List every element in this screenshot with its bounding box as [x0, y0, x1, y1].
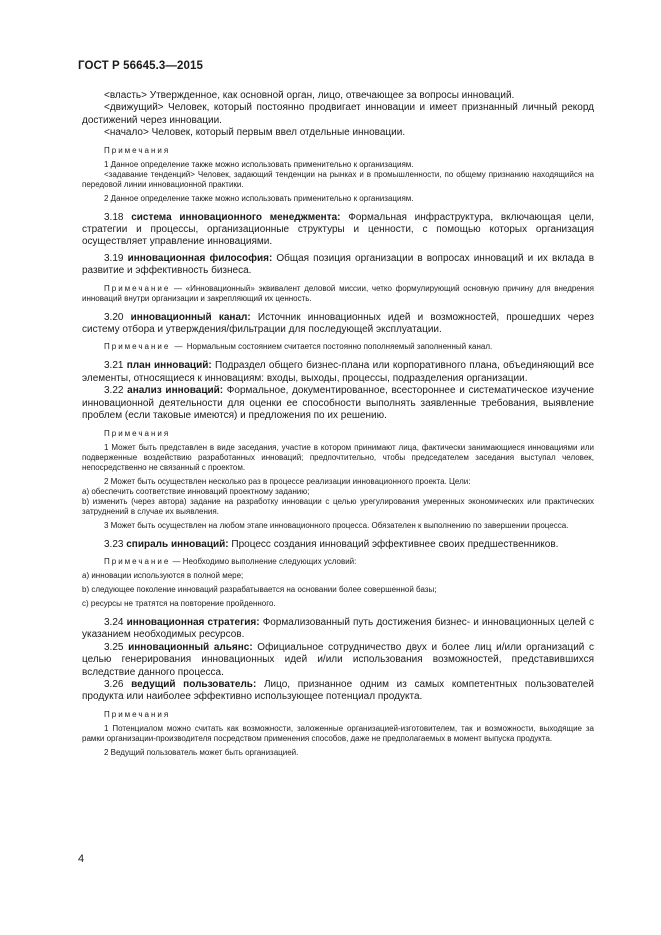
- note: 2 Может быть осуществлен несколько раз в процессе реализации инновационного проекта. Цели:: [104, 476, 471, 486]
- note-3-19: Примечание — «Инновационный» эквивалент деловой миссии, четко формулирующий основную причину для внедрения инноваций внутри организации и закрепляющий их ценность.: [82, 283, 594, 303]
- note-list-item: b) изменить (через автора) задание на разработку инновации с целью урегулирования умеренных экономических или практических затруднений в случае их выявления.: [82, 496, 594, 516]
- top-item: <движущий> Человек, который постоянно продвигает инновации и имеет признанный личный рекорд достижений через инновации.: [82, 102, 594, 126]
- notes-heading: Примечания: [104, 709, 171, 719]
- note-list-item: b) следующее поколение инноваций разрабатывается на основании более совершенной базы;: [82, 584, 437, 594]
- term-3-25: 3.25 инновационный альянс: Официальное сотрудничество двух и более лиц и/или организаций с целью генерирования инновационных идей и/или использования возможностей, представившихся вследствие данного процесса.: [82, 641, 595, 678]
- term-3-23: 3.23 спираль инноваций: Процесс создания инноваций эффективнее своих предшественников.: [104, 538, 559, 550]
- note-list-item: c) ресурсы не тратятся на повторение пройденного.: [82, 598, 276, 608]
- document-body: [82, 90, 594, 758]
- page-number: 4: [78, 853, 85, 865]
- note-3-20: Примечание — Нормальным состоянием считается постоянно пополняемый заполненный канал.: [104, 342, 493, 352]
- notes-heading: Примечания: [104, 145, 171, 155]
- top-item: <начало> Человек, который первым ввел отдельные инновации.: [104, 127, 406, 139]
- term-3-26: 3.26 ведущий пользователь: Лицо, признанное одним из самых компетентных пользователей продукта или наиболее эффективно использующее потенциал продукта.: [82, 678, 594, 703]
- term-3-19: 3.19 инновационная философия: Общая позиция организации в вопросах инноваций и их вклада в развитие и эффективность бизнеса.: [82, 252, 595, 277]
- note-list-item: а) обеспечить соответствие инноваций проектному заданию;: [82, 486, 310, 496]
- note: 1 Может быть представлен в виде заседания, участие в котором принимают лица, фактически занимающиеся инновациями или подверженные воздействию разработанных инноваций; предпочтительно, чтобы председателем заседания выступал человек, непосредственно не связанный с проектом.: [82, 442, 594, 472]
- note: 2 Ведущий пользователь может быть организацией.: [104, 747, 299, 757]
- term-3-20: 3.20 инновационный канал: Источник инновационных идей и возможностей, прошедших через систему отбора и утверждения/фильтрации для последующей эксплуатации.: [82, 311, 595, 336]
- note: 1 Данное определение также можно использовать применительно к организациям.: [104, 159, 414, 169]
- term-3-21: 3.21 план инноваций: Подраздел общего бизнес-плана или корпоративного плана, объединяющий все элементы, относящиеся к инновациям: входы, выходы, процессы, подразделения организации.: [82, 360, 595, 384]
- term-3-22: 3.22 анализ инноваций: Формальное, документированное, всестороннее и систематическое изучение инновационной деятельности для оценки ее способности выполнять заявленные требования, выявление проблем (если таковые имеются) и предложения по их решению.: [82, 385, 594, 422]
- document-header: ГОСТ Р 56645.3—2015: [78, 60, 203, 72]
- term-3-24: 3.24 инновационная стратегия: Формализованный путь достижения бизнес- и инновационных целей с указанием необходимых ресурсов.: [82, 616, 595, 641]
- term-3-18: 3.18 система инновационного менеджмента: Формальная инфраструктура, включающая цели, стратегии и процессы, организационные структуры и ценности, с помощью которых организация осуществляет управление инновациями.: [82, 211, 595, 248]
- note: 2 Данное определение также можно использовать применительно к организациям.: [104, 193, 414, 203]
- note: 3 Может быть осуществлен на любом этапе инновационного процесса. Обязателен к выполнению по завершении процесса.: [104, 520, 569, 530]
- note: <задавание тенденций> Человек, задающий тенденции на рынках и в промышленности, по общему признанию находящийся на передовой линии инновационной практики.: [82, 169, 594, 189]
- note-list-item: a) инновации используются в полной мере;: [82, 570, 244, 580]
- note-3-23: Примечание — Необходимо выполнение следующих условий:: [104, 556, 357, 566]
- top-item: <власть> Утвержденное, как основной орган, лицо, отвечающее за вопросы инноваций.: [104, 90, 515, 101]
- note: 1 Потенциалом можно считать как возможности, заложенные организацией-изготовителем, так и возможности, выходящие за рамки организации-производителя посредством применения способов, даже не предполагаемых в момент выпуска продукта.: [82, 723, 594, 743]
- notes-heading: Примечания: [104, 428, 171, 438]
